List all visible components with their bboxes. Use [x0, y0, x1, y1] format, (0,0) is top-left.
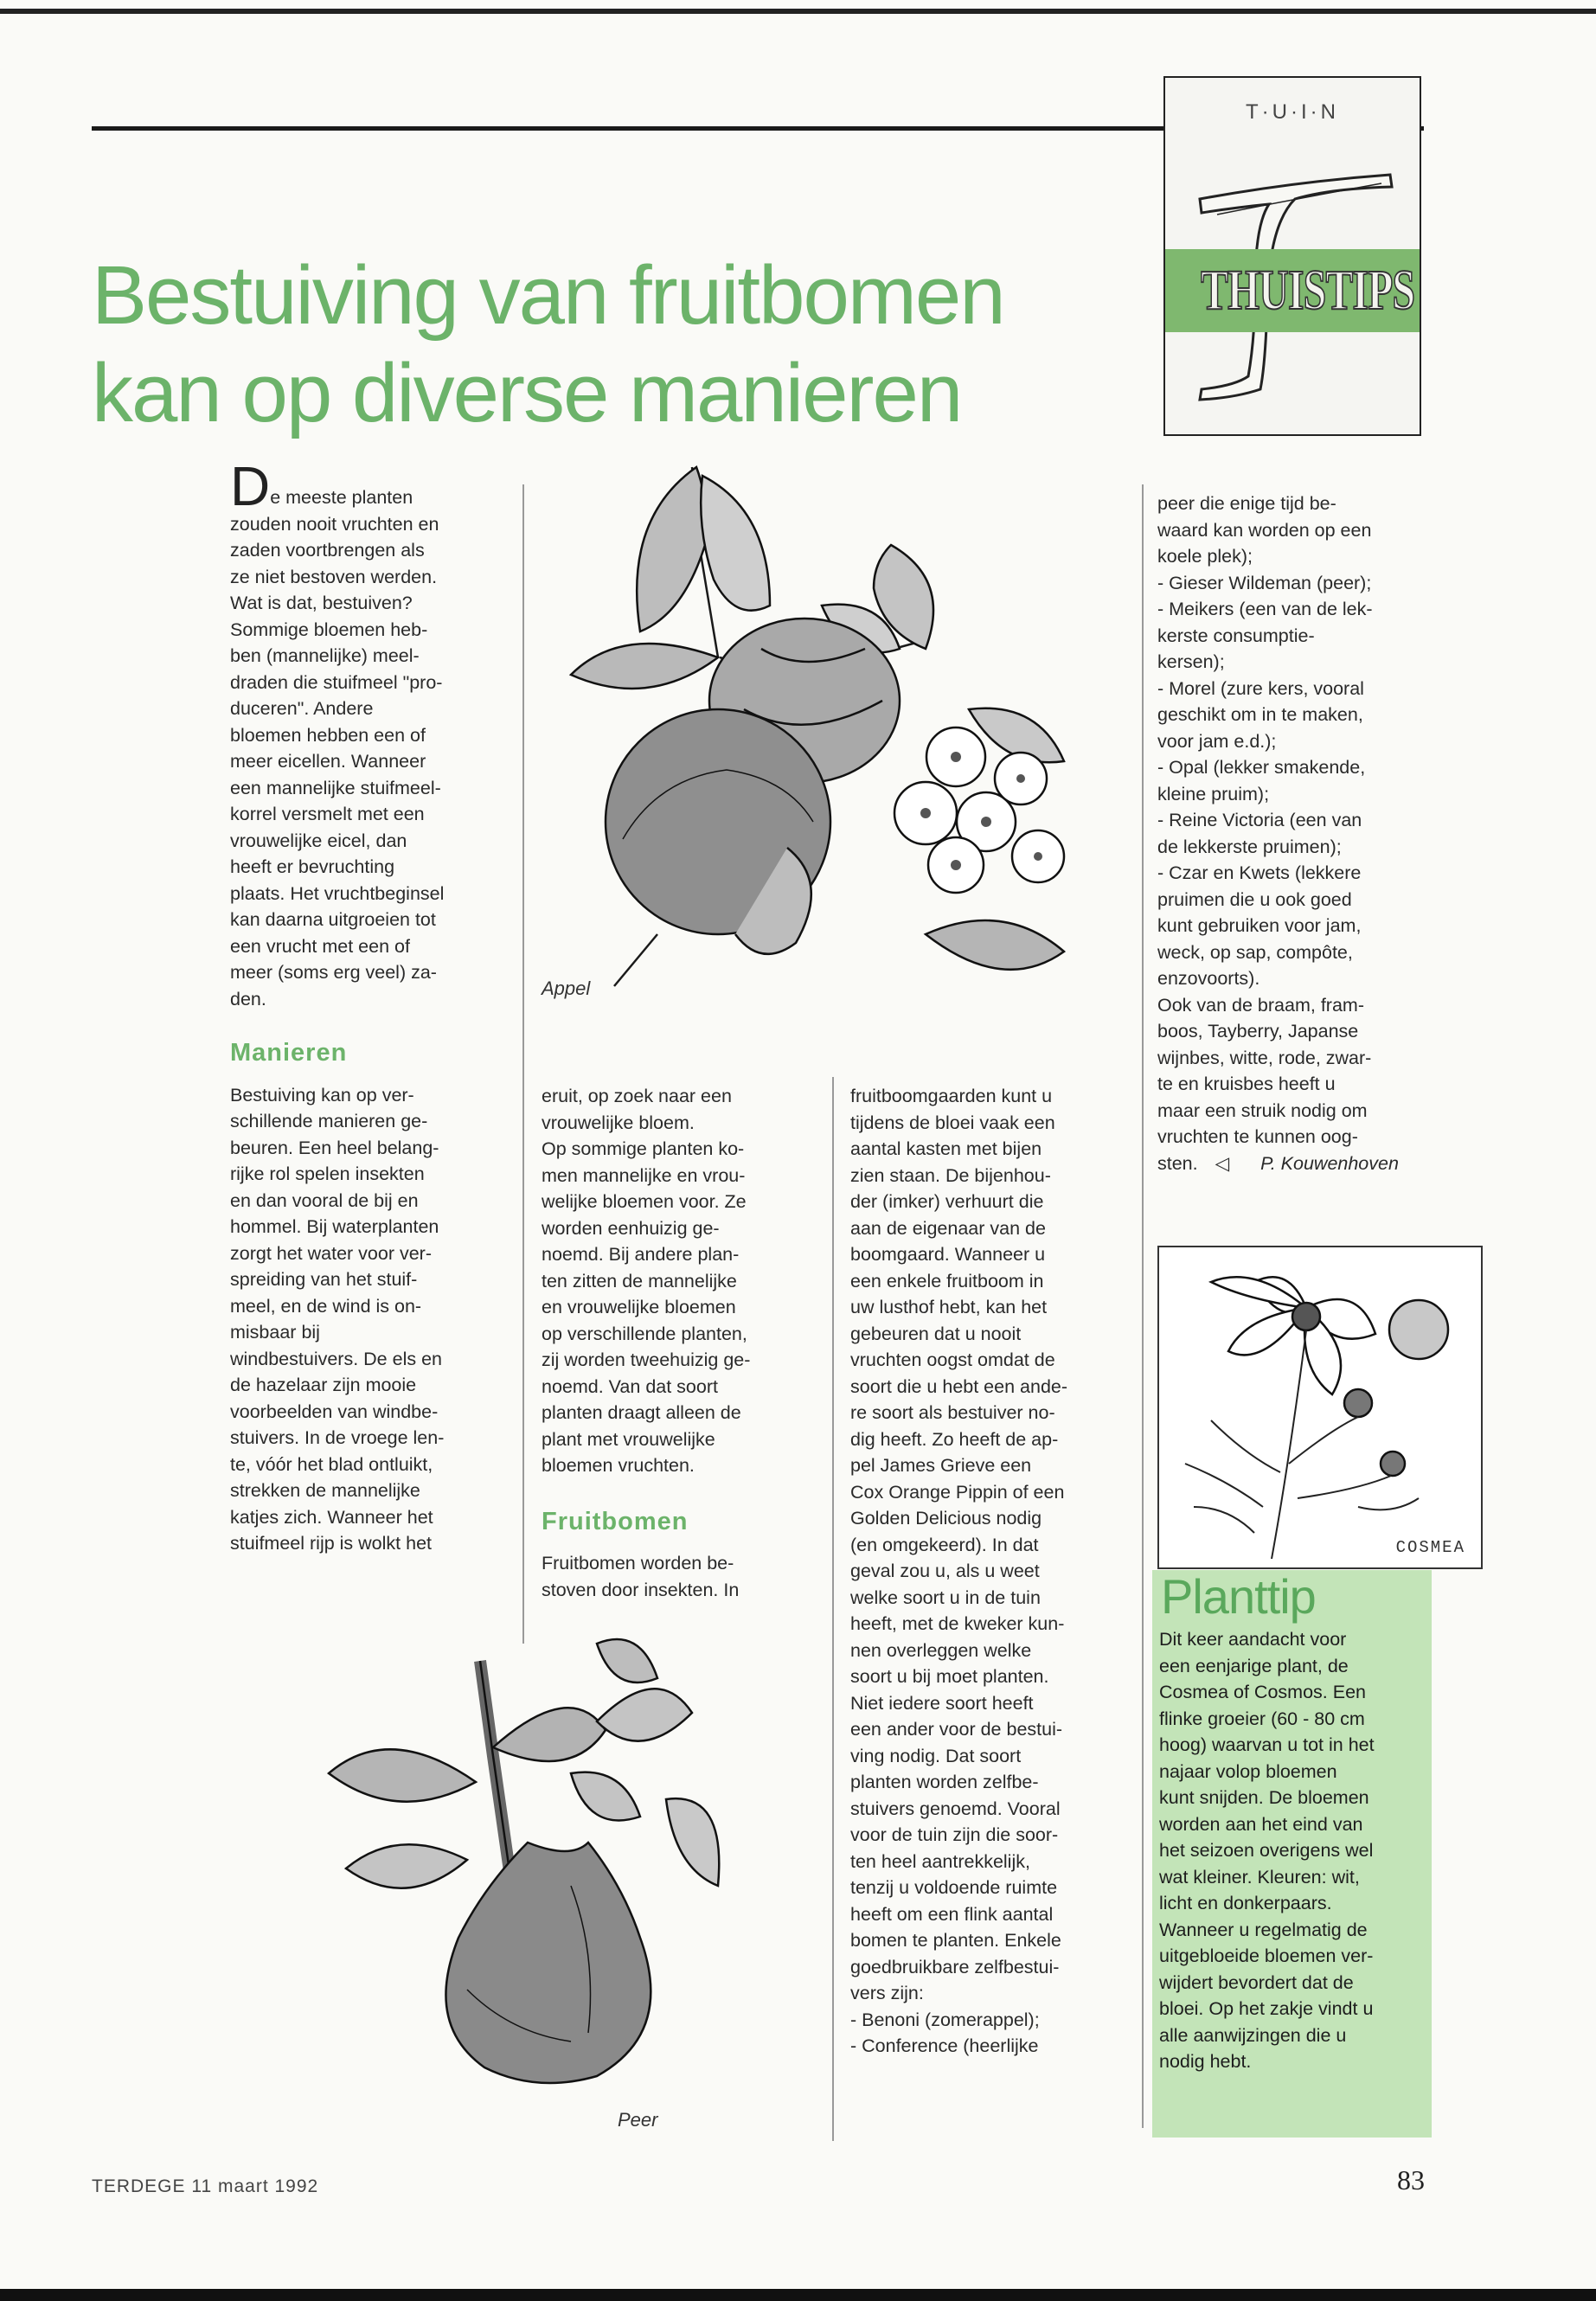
text-line: eruit, op zoek naar een — [542, 1086, 732, 1106]
text-line: boomgaard. Wanneer u — [850, 1244, 1046, 1265]
text-line: Wanneer u regelmatig de — [1159, 1919, 1368, 1940]
cosmea-illustration — [1157, 1246, 1483, 1569]
logo-tuin-label: T·U·I·N — [1246, 100, 1339, 124]
column-4 — [1157, 490, 1434, 1176]
text-line: boos, Tayberry, Japanse — [1157, 1021, 1359, 1042]
end-mark-icon: ◁ — [1215, 1152, 1230, 1174]
text-line: plant met vrouwelijke — [542, 1428, 715, 1450]
text-line: noemd. Van dat soort — [542, 1375, 718, 1397]
text-line: een vrucht met een of — [230, 935, 410, 957]
text-line: - Reine Victoria (een van — [1157, 810, 1362, 830]
text-line: kan daarna uitgroeien tot — [230, 909, 436, 930]
text-line: noemd. Bij andere plan- — [542, 1244, 740, 1265]
drop-cap: D — [230, 455, 271, 517]
text-line: de lekkerste pruimen); — [1157, 836, 1342, 857]
text-line: Niet iedere soort heeft — [850, 1692, 1034, 1714]
text-line: weck, op sap, compôte, — [1157, 941, 1353, 963]
text-line: stoven door insekten. In — [542, 1579, 740, 1600]
text-line: ten heel aantrekkelijk, — [850, 1850, 1030, 1872]
text-line: beuren. Een heel belang- — [230, 1137, 439, 1158]
text-line: kunt gebruiken voor jam, — [1157, 915, 1362, 936]
planttip-box — [1152, 1570, 1432, 2138]
text-line: tenzij u voldoende ruimte — [850, 1877, 1058, 1898]
text-line: gebeuren dat u nooit — [850, 1323, 1022, 1344]
text-line: stuivers genoemd. Vooral — [850, 1798, 1061, 1819]
author-name: P. Kouwenhoven — [1260, 1152, 1399, 1174]
text-line: (en omgekeerd). In dat — [850, 1534, 1039, 1555]
text-line: - Gieser Wildeman (peer); — [1157, 572, 1372, 593]
text-line: meel, en de wind is on- — [230, 1295, 422, 1317]
text-line: stuivers. In de vroege len- — [230, 1427, 445, 1448]
col4-text — [1157, 490, 1434, 1150]
text-line: bomen te planten. Enkele — [850, 1930, 1061, 1951]
text-line: Wat is dat, bestuiven? — [230, 593, 413, 613]
text-line: vrouwelijke eicel, dan — [230, 830, 407, 851]
page-number: 83 — [1397, 2164, 1425, 2195]
text-line: waard kan worden op een — [1157, 519, 1372, 541]
text-line: strekken de mannelijke — [230, 1480, 420, 1501]
text-line: een mannelijke stuifmeel- — [230, 777, 441, 798]
title-line-2: kan op diverse manieren — [92, 347, 962, 439]
text-line: Sommige bloemen heb- — [230, 619, 428, 640]
planttip-title: Planttip — [1161, 1569, 1316, 1624]
text-line: peer die enige tijd be- — [1157, 493, 1336, 514]
text-line: tijdens de bloei vaak een — [850, 1112, 1055, 1133]
text-line: zien staan. De bijenhou- — [850, 1164, 1051, 1186]
text-line: maar een struik nodig om — [1157, 1099, 1368, 1121]
col1-text — [230, 511, 505, 1013]
text-line: koele plek); — [1157, 546, 1253, 567]
text-line: bloemen hebben een of — [230, 724, 426, 746]
text-line: den. — [230, 988, 266, 1009]
text-line: Fruitbomen worden be- — [542, 1553, 734, 1574]
text-line: ving nodig. Dat soort — [850, 1745, 1022, 1766]
cosmea-drawing — [1159, 1247, 1481, 1567]
text-line: planten worden zelfbe- — [850, 1772, 1039, 1792]
planttip-body — [1159, 1626, 1429, 2075]
text-line: geschikt om in te maken, — [1157, 704, 1363, 725]
text-line: katjes zich. Wanneer het — [230, 1506, 433, 1528]
column-2 — [542, 1083, 820, 1603]
text-line: ten zitten de mannelijke — [542, 1270, 737, 1292]
text-line: een eenjarige plant, de — [1159, 1655, 1349, 1676]
text-line: wijdert bevordert dat de — [1159, 1971, 1354, 1993]
text-line: fruitboomgaarden kunt u — [850, 1086, 1053, 1106]
text-line: te en kruisbes heeft u — [1157, 1074, 1336, 1094]
text-line: te, vóór het blad ontluikt, — [230, 1453, 433, 1475]
column-3 — [850, 1083, 1118, 2060]
text-line: geval zou u, als u weet — [850, 1561, 1040, 1581]
text-line: bloemen vruchten. — [542, 1455, 695, 1476]
text-line: plaats. Het vruchtbeginsel — [230, 882, 445, 904]
text-line: - Meikers (een van de lek- — [1157, 599, 1373, 619]
text-line: misbaar bij — [230, 1322, 320, 1343]
text-line: heeft om een flink aantal — [850, 1903, 1054, 1925]
text-line: goedbruikbare zelfbestui- — [850, 1956, 1060, 1977]
text-line: kunt snijden. De bloemen — [1159, 1787, 1369, 1808]
text-line: soort u bij moet planten. — [850, 1666, 1049, 1687]
col4-last-line: sten. — [1157, 1152, 1198, 1174]
text-line: najaar volop bloemen — [1159, 1760, 1337, 1782]
caption-cosmea: COSMEA — [1395, 1538, 1465, 1557]
text-line: pel James Grieve een — [850, 1455, 1032, 1476]
col1-first-line — [230, 455, 505, 517]
text-line: heeft, met de kweker kun- — [850, 1613, 1065, 1634]
col4-closing-line — [1157, 1150, 1434, 1177]
text-line: uw lusthof hebt, kan het — [850, 1297, 1048, 1317]
text-line: meer (soms erg veel) za- — [230, 962, 437, 983]
text-line: draden die stuifmeel "pro- — [230, 671, 443, 693]
text-line: dig heeft. Zo heeft de ap- — [850, 1428, 1059, 1450]
text-line: ben (mannelijke) meel- — [230, 645, 420, 666]
text-line: alle aanwijzingen die u — [1159, 2024, 1347, 2046]
text-line: flinke groeier (60 - 80 cm — [1159, 1708, 1365, 1729]
caption-peer: Peer — [618, 2109, 658, 2131]
text-line: planten draagt alleen de — [542, 1402, 741, 1423]
text-line: kleine pruim); — [1157, 783, 1270, 804]
text-line: Cox Orange Pippin of een — [850, 1481, 1065, 1503]
text-line: een ander voor de bestui- — [850, 1719, 1063, 1740]
logo-wordmark — [1165, 249, 1420, 332]
text-line: hommel. Bij waterplanten — [230, 1216, 439, 1237]
text-line: voor jam e.d.); — [1157, 730, 1277, 752]
caption-appel: Appel — [542, 977, 591, 999]
text-line: enzovoorts). — [1157, 968, 1260, 989]
apple-illustration — [519, 450, 1125, 1003]
text-line: schillende manieren ge- — [230, 1111, 428, 1131]
text-line: meer eicellen. Wanneer — [230, 751, 426, 772]
text-line: vers zijn: — [850, 1983, 924, 2003]
text-line: kerste consumptie- — [1157, 625, 1315, 646]
text-line: en dan vooral de bij en — [230, 1189, 419, 1211]
subhead-manieren: Manieren — [230, 1039, 348, 1067]
text-line: spreiding van het stuif- — [230, 1269, 418, 1290]
text-line: de hazelaar zijn mooie — [230, 1375, 417, 1395]
text-line: men mannelijke en vrou- — [542, 1164, 746, 1186]
text-line: korrel versmelt met een — [230, 804, 425, 824]
text-line: zij worden tweehuizig ge- — [542, 1349, 751, 1370]
col1-line-0: e meeste planten — [270, 487, 413, 508]
text-line: - Morel (zure kers, vooral — [1157, 677, 1364, 699]
text-line: Golden Delicious nodig — [850, 1508, 1042, 1529]
text-line: zaden voortbrengen als — [230, 540, 425, 561]
title-line-1: Bestuiving van fruitbomen — [92, 249, 1004, 342]
text-line: aantal kasten met bijen — [850, 1138, 1042, 1159]
text-line: ze niet bestoven werden. — [230, 566, 438, 587]
text-line: stuifmeel rijp is wolkt het — [230, 1533, 432, 1554]
text-line: zorgt het water voor ver- — [230, 1242, 433, 1264]
footer-publication: TERDEGE 11 maart 1992 — [92, 2176, 319, 2196]
text-line: vruchten te kunnen oog- — [1157, 1126, 1358, 1147]
text-line: worden eenhuizig ge- — [542, 1217, 720, 1239]
pear-illustration — [311, 1626, 830, 2119]
text-line: hoog) waarvan u tot in het — [1159, 1734, 1375, 1755]
text-line: soort die u hebt een ande- — [850, 1375, 1068, 1397]
text-line: duceren". Andere — [230, 698, 374, 719]
text-line: rijke rol spelen insekten — [230, 1163, 425, 1184]
text-line: uitgebloeide bloemen ver- — [1159, 1945, 1374, 1966]
text-line: kersen); — [1157, 651, 1225, 672]
subhead-fruitbomen: Fruitbomen — [542, 1507, 689, 1535]
text-line: Dit keer aandacht voor — [1159, 1629, 1347, 1650]
text-line: Cosmea of Cosmos. Een — [1159, 1682, 1366, 1702]
thuistips-logo — [1163, 76, 1421, 436]
col3-text — [850, 1083, 1118, 2060]
text-line: voorbeelden van windbe- — [230, 1400, 439, 1422]
text-line: - Conference (heerlijke — [850, 2035, 1039, 2056]
text-line: nen overleggen welke — [850, 1639, 1032, 1661]
logo-word-text: THUISTIPS — [1201, 259, 1415, 322]
text-line: een enkele fruitboom in — [850, 1270, 1044, 1292]
text-line: Bestuiving kan op ver- — [230, 1084, 414, 1106]
text-line: vruchten oogst omdat de — [850, 1349, 1055, 1370]
text-line: - Opal (lekker smakende, — [1157, 757, 1366, 778]
text-line: en vrouwelijke bloemen — [542, 1297, 736, 1317]
column-divider-3 — [1142, 484, 1144, 2128]
text-line: der (imker) verhuurt die — [850, 1191, 1044, 1212]
text-line: nodig hebt. — [1159, 2051, 1252, 2072]
text-line: wat kleiner. Kleuren: wit, — [1159, 1866, 1360, 1888]
text-line: windbestuivers. De els en — [230, 1348, 442, 1369]
text-line: heeft er bevruchting — [230, 856, 395, 877]
text-line: op verschillende planten, — [542, 1323, 747, 1344]
text-line: zouden nooit vruchten en — [230, 513, 439, 535]
text-line: welke soort u in de tuin — [850, 1586, 1041, 1608]
col1-text-2 — [230, 1082, 505, 1557]
text-line: - Benoni (zomerappel); — [850, 2009, 1040, 2030]
text-line: Ook van de braam, fram- — [1157, 994, 1364, 1016]
text-line: het seizoen overigens wel — [1159, 1840, 1374, 1861]
text-line: voor de tuin zijn die soor- — [850, 1824, 1059, 1845]
text-line: licht en donkerpaars. — [1159, 1893, 1332, 1913]
text-line: worden aan het eind van — [1159, 1813, 1363, 1835]
text-line: Op sommige planten ko- — [542, 1138, 745, 1159]
text-line: pruimen die u ook goed — [1157, 888, 1352, 910]
column-divider-2 — [832, 1077, 834, 2141]
scan-edge-top — [0, 9, 1596, 14]
scan-edge-bottom — [0, 2289, 1596, 2301]
text-line: wijnbes, witte, rode, zwar- — [1157, 1047, 1372, 1068]
text-line: vrouwelijke bloem. — [542, 1112, 695, 1133]
text-line: bloei. Op het zakje vindt u — [1159, 1998, 1374, 2019]
text-line: - Czar en Kwets (lekkere — [1157, 862, 1362, 883]
article-title — [92, 247, 1112, 442]
column-1 — [230, 455, 505, 1557]
text-line: welijke bloemen voor. Ze — [542, 1191, 747, 1212]
text-line: re soort als bestuiver no- — [850, 1402, 1055, 1423]
col2-text-2 — [542, 1550, 820, 1603]
text-line: aan de eigenaar van de — [850, 1217, 1046, 1239]
col2-text — [542, 1083, 820, 1479]
